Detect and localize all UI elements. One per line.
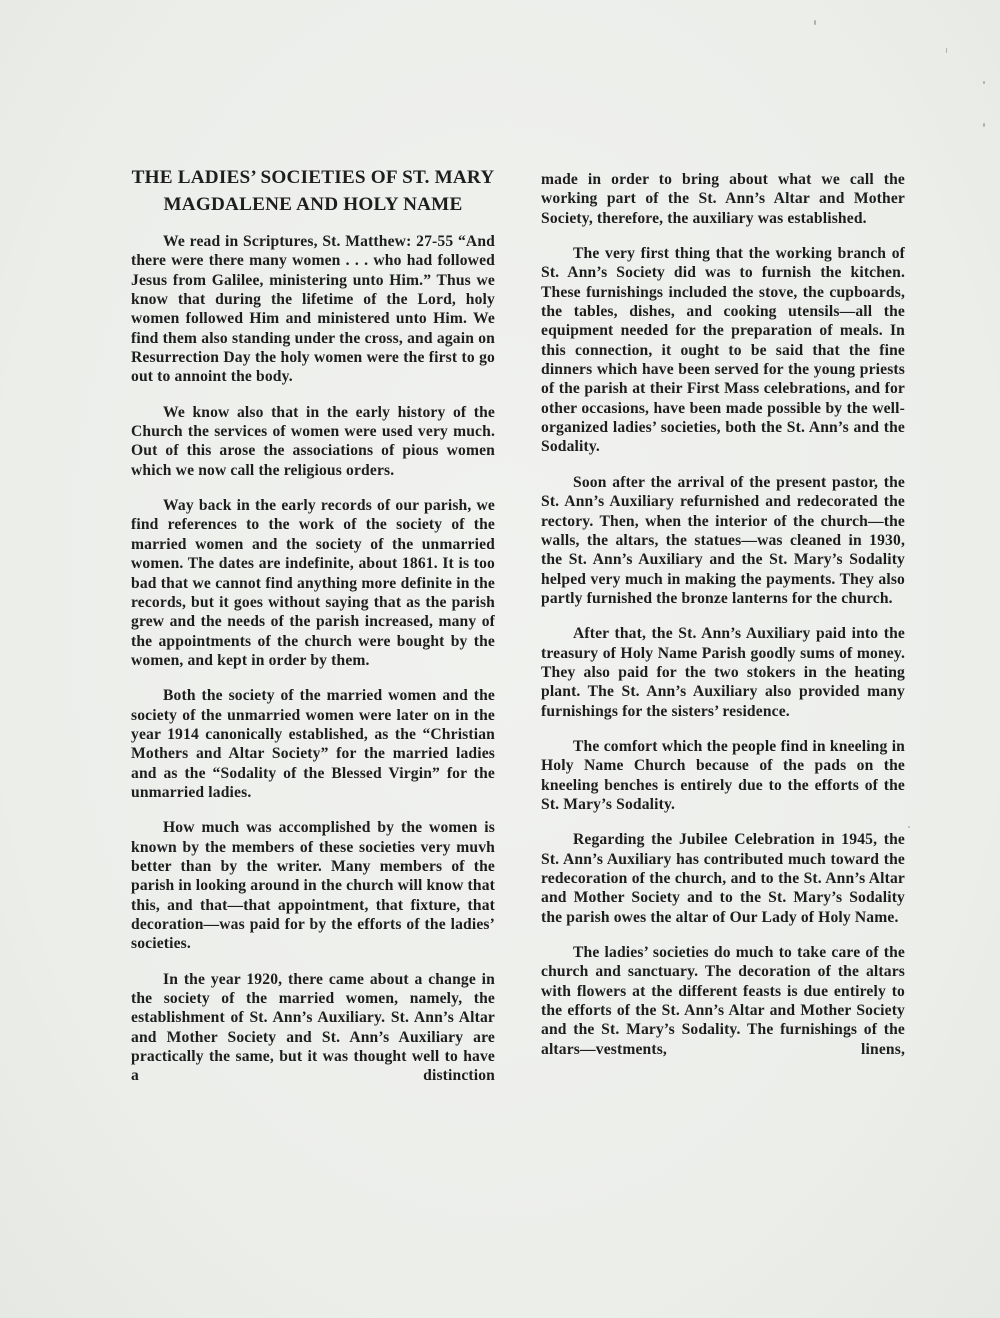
title-line-2: MAGDALENE AND HOLY NAME [163,194,463,215]
paragraph: Regarding the Jubilee Celebration in 1945, the St. Ann’s Auxiliary has contributed much toward the redecoration of the church, and to the St. Ann’s Altar and Mother Society and to the St. Mary’s Sodality the parish owes the altar of Our Lady of Holy Name. [541,831,905,926]
scan-speck [983,123,985,127]
scan-speck [908,826,910,828]
paragraph: How much was accomplished by the women is known by the members of these societies very muvh better than by the writer. Many members of the parish in looking around in the church will know that this, and that—that appointment, that fixture, that decoration—was paid for by the efforts of the ladies’ societies. [131,819,495,953]
paragraph: We know also that in the early history of the Church the services of women were used very much. Out of this arose the associations of pious women which we now call the religious orders. [131,403,495,479]
scan-speck [814,20,816,25]
scan-speck [946,48,947,53]
scan-speck [983,81,985,84]
paragraph-continuation: made in order to bring about what we call the working part of the St. Ann’s Altar and Mother Society, therefore, the auxiliary was established. [541,171,905,227]
paragraph: We read in Scriptures, St. Matthew: 27-55 “And there were there many women . . . who had followed Jesus from Galilee, ministering unto Him.” Thus we know that during the lifetime of the Lord, holy women followed Him and ministered unto Him. We find them also standing under the cross, and again on Resurrection Day the holy women were the first to go out to annoint the body. [131,233,495,386]
paragraph: Both the society of the married women and the society of the unmarried women were later on in the year 1914 canonically established, as the “Christian Mothers and Altar Society” for the married ladies and as the “Sodality of the Blessed Virgin” for the unmarried ladies. [131,687,495,801]
article-title [131,164,495,218]
paragraph: Way back in the early records of our parish, we find references to the work of the society of the married women and the society of the unmarried women. The dates are indefinite, about 1861. It is too bad that we cannot find anything more definite in the records, but it goes without saying that as the parish grew and the needs of the parish increased, many of the appointments of the church were bought by the women, and kept in order by them. [131,497,495,669]
left-column [131,164,495,1086]
paragraph-continued: The ladies’ societies do much to take care of the church and sanctuary. The decoration of the altars with flowers at the different feasts is due entirely to the efforts of the St. Ann’s Altar and Mother Society and the St. Mary’s Sodality. The furnishings of the altars—vestments, linens, [541,944,905,1058]
paragraph: Soon after the arrival of the present pastor, the St. Ann’s Auxiliary refurnished and redecorated the rectory. Then, when the interior of the church—the walls, the altars, the statues—was cleaned in 1930, the St. Ann’s Auxiliary and the St. Mary’s Sodality helped very much in making the payments. They also partly furnished the bronze lanterns for the church. [541,473,905,607]
paragraph: The comfort which the people find in kneeling in Holy Name Church because of the pads on the kneeling benches is entirely due to the efforts of the St. Mary’s Sodality. [541,737,905,813]
paragraph-continued: In the year 1920, there came about a change in the society of the married women, namely, the establishment of St. Ann’s Auxiliary. St. Ann’s Altar and Mother Society and St. Ann’s Auxiliary are practically the same, but it was thought well to have a distinction [131,970,495,1085]
title-line-1: THE LADIES’ SOCIETIES OF ST. MARY [131,167,495,188]
paragraph: The very first thing that the working branch of St. Ann’s Society did was to furnish the kitchen. These furnishings included the stove, the cupboards, the tables, dishes, and cooking utensils—all the equipment needed for the preparation of meals. In this connection, it ought to be said that the fine dinners which have been served for the young priests of the parish at their First Mass celebrations, and for other occasions, have been made possible by the well-organized ladies’ societies, both the St. Ann’s and the Sodality. [541,245,905,456]
right-column [541,170,905,1059]
paragraph: After that, the St. Ann’s Auxiliary paid into the treasury of Holy Name Parish goodly sums of money. They also paid for the two stokers in the heating plant. The St. Ann’s Auxiliary also provided many furnishings for the sisters’ residence. [541,625,905,720]
